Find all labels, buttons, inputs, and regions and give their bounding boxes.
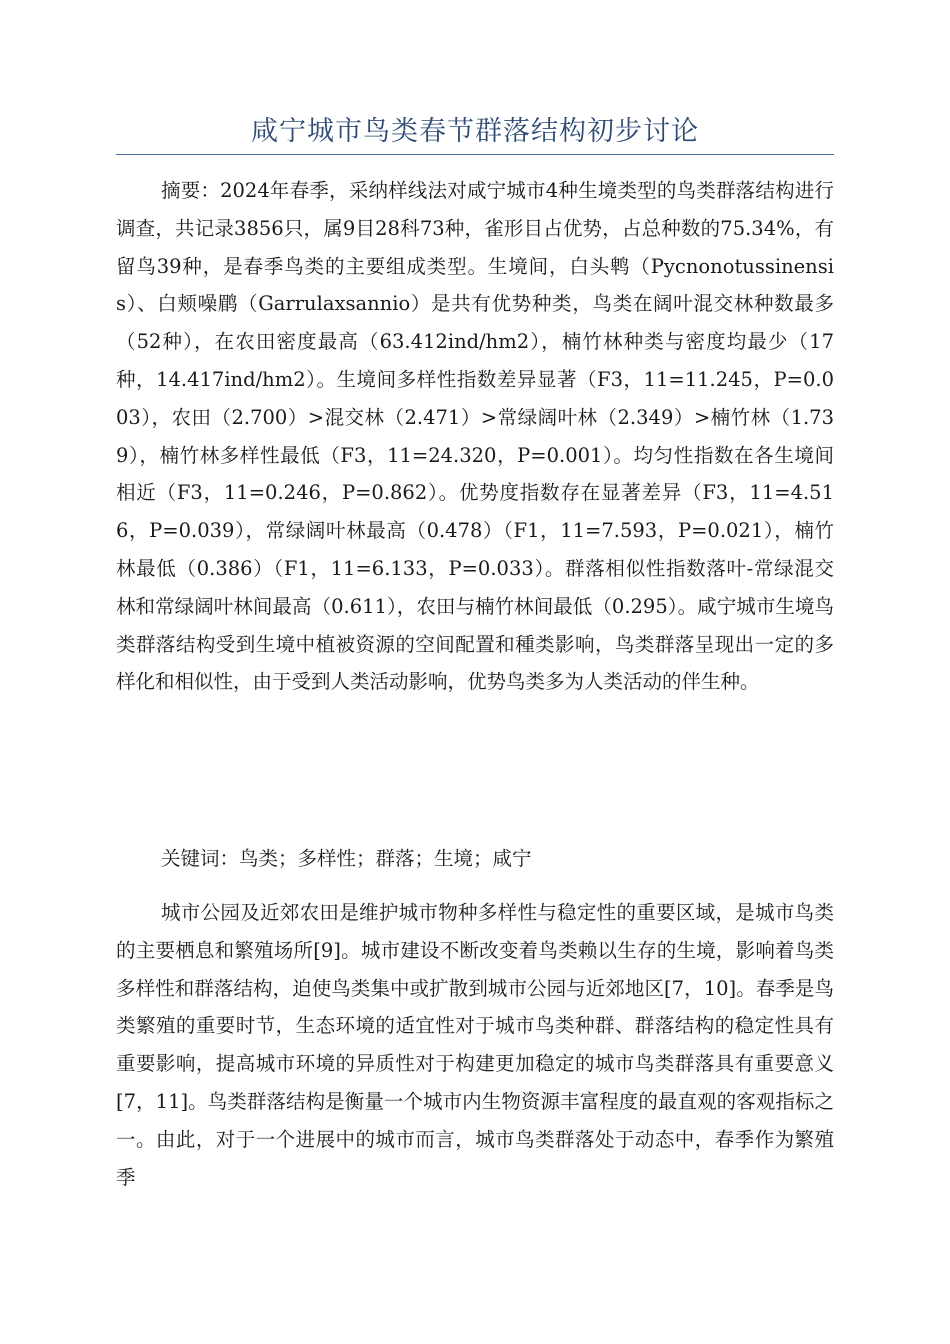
title-underline [116,154,834,155]
keywords-paragraph: 关键词：鸟类；多样性；群落；生境；咸宁 [161,847,532,870]
body-paragraph: 城市公园及近郊农田是维护城市物种多样性与稳定性的重要区域，是城市鸟类的主要栖息和繁殖场所[9]。城市建设不断改变着鸟类赖以生存的生境，影响着鸟类多样性和群落结构，迫使鸟类集中或扩散到城市公园与近郊地区[7，10]。春季是鸟类繁殖的重要时节，生态环境的适宜性对于城市鸟类种群、群落结构的稳定性具有重要影响，提高城市环境的异质性对于构建更加稳定的城市鸟类群落具有重要意义[7，11]。鸟类群落结构是衡量一个城市内生物资源丰富程度的最直观的客观指标之一。由此，对于一个进展中的城市而言，城市鸟类群落处于动态中，春季作为繁殖季 [116,901,834,1189]
abstract-paragraph: 摘要：2024年春季，采纳样线法对咸宁城市4种生境类型的鸟类群落结构进行调查，共记录3856只，属9目28科73种，雀形目占优势，占总种数的75.34%，有留鸟39种，是春季鸟类的主要组成类型。生境间，白头鹎（Pycnonotussinensis）、白颊噪鹛（Garrulaxsannio）是共有优势种类，鸟类在阔叶混交林种数最多（52种），在农田密度最高（63.412ind/hm2），楠竹林种类与密度均最少（17种，14.417ind/hm2）。生境间多样性指数差异显著（F3，11=11.245，P=0.003），农田（2.700）>混交林（2.471）>常绿阔叶林（2.349）>楠竹林（1.739），楠竹林多样性最低（F3，11=24.320，P=0.001）。均匀性指数在各生境间相近（F3，11=0.246，P=0.862）。优势度指数存在显著差异（F3，11=4.516，P=0.039），常绿阔叶林最高（0.478）（F1，11=7.593，P=0.021），楠竹林最低（0.386）（F1，11=6.133，P=0.033）。群落相似性指数落叶-常绿混交林和常绿阔叶林间最高（0.611），农田与楠竹林间最低（0.295）。咸宁城市生境鸟类群落结构受到生境中植被资源的空间配置和種类影响，鸟类群落呈现出一定的多样化和相似性，由于受到人类活动影响，优势鸟类多为人类活动的伴生种。 [116,179,834,694]
page-title: 咸宁城市鸟类春节群落结构初步讨论 [251,116,699,147]
